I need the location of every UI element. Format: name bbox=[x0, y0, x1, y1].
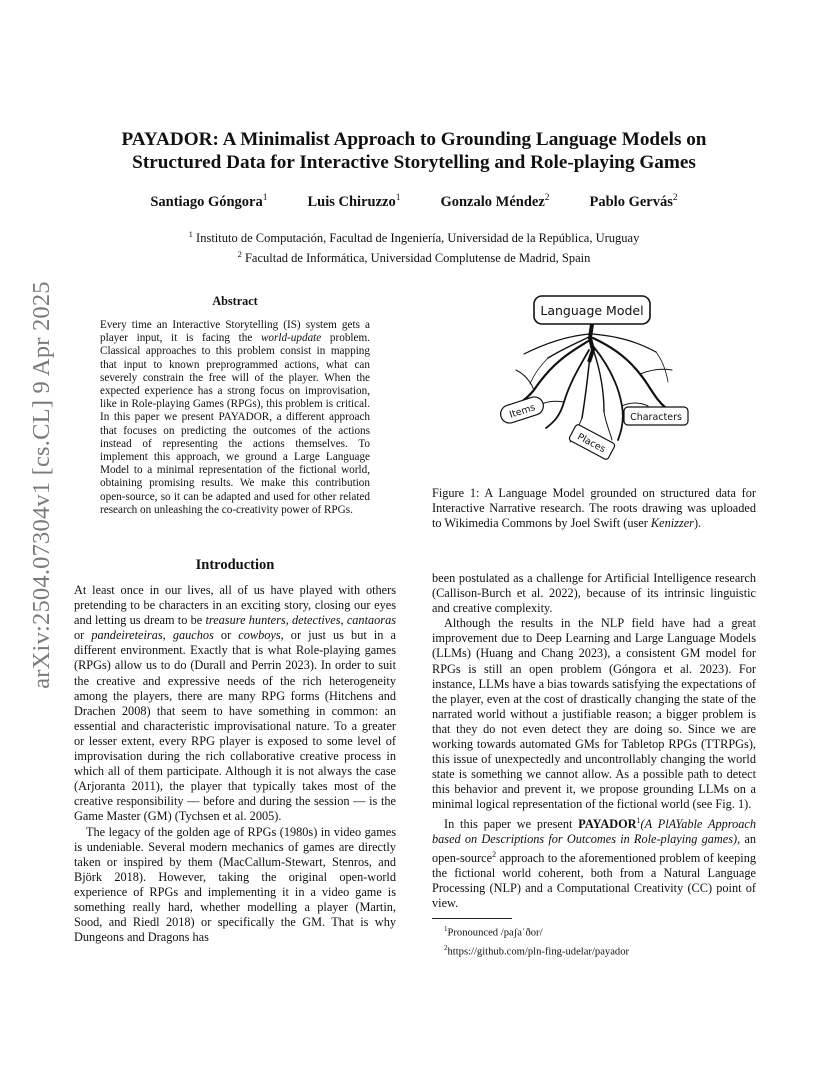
affiliations bbox=[80, 226, 748, 266]
author: Santiago Góngora$^1$ bbox=[150, 193, 268, 210]
characters-tag bbox=[624, 407, 688, 425]
footnote: $^1$Pronounced /paʃaˈðor/ bbox=[444, 925, 543, 939]
footnote-rule bbox=[432, 918, 512, 919]
roots-drawing bbox=[494, 290, 694, 470]
author: Luis Chiruzzo$^1$ bbox=[307, 193, 401, 210]
characters-label: Characters bbox=[630, 412, 682, 423]
paragraph: The legacy of the golden age of RPGs (1980s) in video games is undeniable. Several modern mechanics of games are directly taken or inspired by them (MacCallum-Stewart, Stenros, and Björk 2018). However, taking the original open-world experience of RPGs and implementing it in a video game is something really hard, whether modelling a player (Martin, Sood, and Riedl 2018) or specifically the GM. That is why Dungeons and Dragons has bbox=[74, 824, 396, 945]
author: Pablo Gervás$^2$ bbox=[589, 193, 678, 210]
right-column-text bbox=[432, 571, 756, 911]
paragraph: been postulated as a challenge for Artificial Intelligence research (Callison-Burch et al. 2022), because of its intrinsic linguistic and creative complexity. bbox=[432, 571, 756, 616]
items-label: Items bbox=[508, 402, 537, 421]
language-model-label: Language Model bbox=[540, 303, 644, 318]
places-label: Places bbox=[575, 431, 608, 456]
figure-caption: Figure 1: A Language Model grounded on structured data for Interactive Narrative research. The roots drawing was uploaded to Wikimedia Commons by Joel Swift (user Kenizzer). bbox=[432, 486, 756, 531]
title-line-1: PAYADOR: A Minimalist Approach to Grounding Language Models on bbox=[121, 129, 707, 150]
affiliation: $^1$ Instituto de Computación, Facultad de Ingeniería, Universidad de la República, Uruguay bbox=[188, 229, 640, 246]
section-heading-introduction: Introduction bbox=[195, 557, 275, 573]
figure-roots-diagram bbox=[494, 290, 694, 470]
author: Gonzalo Méndez$^2$ bbox=[440, 193, 550, 210]
title-line-2: Structured Data for Interactive Storytelling and Role-playing Games bbox=[132, 152, 696, 173]
paragraph: Although the results in the NLP field have had a great improvement due to Deep Learning and Large Language Models (LLMs) (Huang and Chang 2023), a consistent GM model for RPGs is still an open problem (Góngora et al. 2023). For instance, LLMs have a bias towards satisfying the expectations of the player, even at the cost of drastically changing the state of the narrated world without a justifiable reason; a bigger problem is that they do not even detect they are doing so. Since we are working towards automated GMs for Tabletop RPGs (TTRPGs), this issue of unexpectedly and uncontrollably changing the world state is something we cannot allow. As a possible path to detect this behavior and prevent it, we propose grounding LLMs on a minimal logical representation of the fictional world (see Fig. 1). bbox=[432, 616, 756, 812]
abstract-heading: Abstract bbox=[212, 294, 258, 308]
paragraph: In this paper we present PAYADOR$^1$(A PlAYable Approach based on Descriptions for Outcomes in Role-playing games), an open-source$^2$ approach to the aforementioned problem of keeping the fictional world coherent, both from a Natural Language Processing (NLP) and a Computational Creativity (CC) point of view. bbox=[432, 815, 756, 911]
paper-title bbox=[80, 128, 748, 174]
items-tag bbox=[498, 395, 545, 426]
abstract-body: Every time an Interactive Storytelling (IS) system gets a player input, it is facing the world-update problem. Classical approaches to this problem consist in mapping that input to known preprogrammed actions, what can severely constrain the free will of the player. When the expected experience has a strong focus on improvisation, like in Role-playing Games (RPGs), this problem is critical. In this paper we present PAYADOR, a different approach that focuses on predicting the outcomes of the actions instead of representing the actions themselves. To implement this approach, we ground a Large Language Model to a minimal representation of the fictional world, obtaining promising results. We make this contribution open-source, so it can be adapted and used for other related research on unleashing the co-creativity power of RPGs. bbox=[100, 319, 370, 516]
author-list bbox=[80, 193, 748, 211]
arxiv-identifier: arXiv:2504.07304v1 [cs.CL] 9 Apr 2025 bbox=[28, 281, 55, 689]
footnotes bbox=[432, 922, 756, 959]
left-column-text bbox=[74, 583, 396, 945]
paragraph: At least once in our lives, all of us have played with others pretending to be characters in an exciting story, closing our eyes and letting us dream to be treasure hunters, detectives, cantaoras or pandeireteiras, gauchos or cowboys, or just us but in a different environment. Exactly that is what Role-playing games (RPGs) allow us to do (Durall and Perrin 2023). In order to suit the creative and expressive needs of the rich heterogeneity among the players, there are many RPG forms (Hitchens and Drachen 2008) that seem to have something in common: an essential and characteristic improvisational nature. To a greater or lesser extent, every RPG player is exposed to some level of improvisation during the rich collaborative creative process in which all of them participate. Although it is not always the case (Arjoranta 2011), the player that typically takes most of the creative responsibility — before and during the session — is the Game Master (GM) (Tychsen et al. 2005). bbox=[74, 583, 397, 824]
footnote: $^2$https://github.com/pln-fing-udelar/payador bbox=[444, 943, 630, 958]
affiliation: $^2$ Facultad de Informática, Universidad Complutense de Madrid, Spain bbox=[237, 249, 591, 266]
